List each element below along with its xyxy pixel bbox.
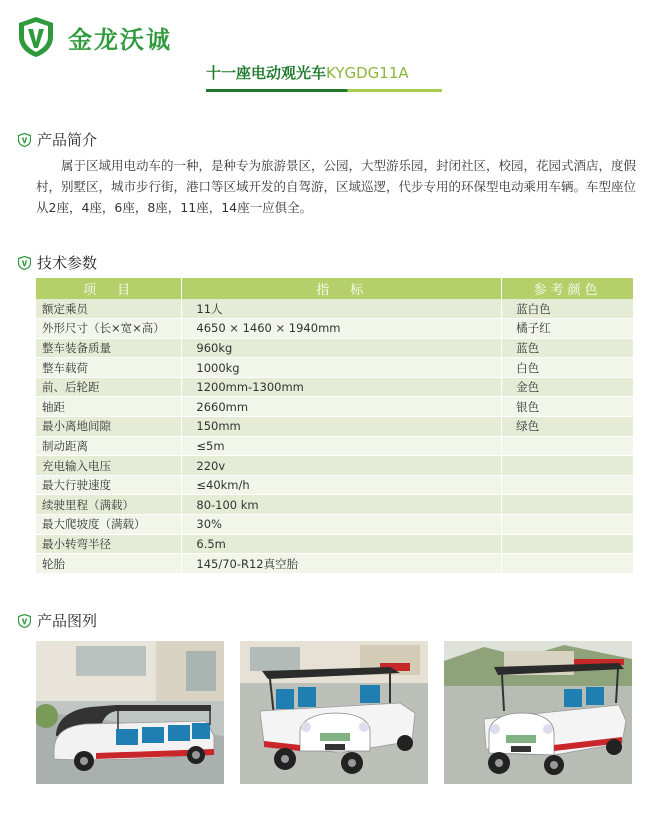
spec-color-cell xyxy=(502,456,634,476)
spec-color-cell xyxy=(502,534,634,554)
product-photo-front-right xyxy=(240,641,428,784)
spec-item-cell: 整车装备质量 xyxy=(36,338,182,358)
spec-value-cell: ≤5m xyxy=(182,436,502,456)
table-row xyxy=(36,397,634,417)
spec-item-cell: 制动距离 xyxy=(36,436,182,456)
title-model: KYGDG11A xyxy=(326,64,409,82)
spec-heading-label: 技术参数 xyxy=(37,254,98,272)
spec-item-cell: 续驶里程（满载） xyxy=(36,495,182,515)
shield-bullet-icon xyxy=(18,256,31,270)
spec-value-cell: 11人 xyxy=(182,299,502,319)
spec-value-cell: 960kg xyxy=(182,338,502,358)
table-row xyxy=(36,377,634,397)
spec-color-cell: 蓝色 xyxy=(502,338,634,358)
spec-color-cell: 橘子红 xyxy=(502,319,634,339)
table-row xyxy=(36,534,634,554)
table-row xyxy=(36,338,634,358)
title-underline xyxy=(206,89,442,92)
spec-value-cell: 4650 × 1460 × 1940mm xyxy=(182,319,502,339)
header-color: 参考颜色 xyxy=(502,278,634,299)
spec-color-cell: 金色 xyxy=(502,377,634,397)
table-row xyxy=(36,495,634,515)
photo-heading-label: 产品图列 xyxy=(37,612,98,630)
product-photo-left-side xyxy=(36,641,224,784)
table-row xyxy=(36,319,634,339)
spec-item-cell: 额定乘员 xyxy=(36,299,182,319)
spec-table xyxy=(36,278,634,574)
spec-value-cell: 150mm xyxy=(182,417,502,437)
table-row xyxy=(36,358,634,378)
page-title xyxy=(206,62,442,84)
spec-item-cell: 最小转弯半径 xyxy=(36,534,182,554)
spec-color-cell xyxy=(502,495,634,515)
spec-item-cell: 最大行驶速度 xyxy=(36,475,182,495)
spec-color-cell: 蓝白色 xyxy=(502,299,634,319)
spec-value-cell: 145/70-R12真空胎 xyxy=(182,554,502,574)
spec-color-cell: 银色 xyxy=(502,397,634,417)
spec-value-cell: 30% xyxy=(182,515,502,535)
spec-value-cell: 1200mm-1300mm xyxy=(182,377,502,397)
brand-name: 金龙沃诚 xyxy=(68,25,172,54)
spec-color-cell: 绿色 xyxy=(502,417,634,437)
table-row xyxy=(36,475,634,495)
spec-color-cell xyxy=(502,475,634,495)
spec-item-cell: 外形尺寸（长×宽×高） xyxy=(36,319,182,339)
photo-gallery xyxy=(36,641,632,784)
spec-item-cell: 充电输入电压 xyxy=(36,456,182,476)
intro-heading-label: 产品简介 xyxy=(37,131,98,149)
spec-value-cell: 6.5m xyxy=(182,534,502,554)
spec-table-header xyxy=(36,278,634,299)
shield-bullet-icon xyxy=(18,614,31,628)
brand-logo xyxy=(16,15,172,59)
spec-color-cell xyxy=(502,436,634,456)
table-row xyxy=(36,417,634,437)
spec-item-cell: 整车载荷 xyxy=(36,358,182,378)
intro-text: 属于区域用电动车的一种，是种专为旅游景区，公园，大型游乐园，封闭社区，校园，花园式酒店，度假村，别墅区，城市步行街，港口等区域开发的自驾游，区域巡逻，代步专用的环保型电动乘用车辆。车型座位从2座，4座，6座，8座，11座，14座一应俱全。 xyxy=(36,158,637,215)
spec-item-cell: 最小离地间隙 xyxy=(36,417,182,437)
spec-value-cell: 80-100 km xyxy=(182,495,502,515)
spec-color-cell: 白色 xyxy=(502,358,634,378)
header-item: 项 目 xyxy=(36,278,182,299)
spec-item-cell: 轮胎 xyxy=(36,554,182,574)
cart-front-left-image xyxy=(444,641,632,784)
intro-paragraph xyxy=(36,155,636,218)
spec-value-cell: ≤40km/h xyxy=(182,475,502,495)
header-value: 指 标 xyxy=(182,278,502,299)
cart-front-right-image xyxy=(240,641,428,784)
spec-color-cell xyxy=(502,554,634,574)
spec-item-cell: 轴距 xyxy=(36,397,182,417)
shield-v-logo-icon xyxy=(16,15,56,59)
spec-value-cell: 2660mm xyxy=(182,397,502,417)
spec-value-cell: 220v xyxy=(182,456,502,476)
spec-item-cell: 前、后轮距 xyxy=(36,377,182,397)
intro-section-heading xyxy=(18,129,97,150)
product-photo-front-left xyxy=(444,641,632,784)
table-row xyxy=(36,436,634,456)
table-row xyxy=(36,515,634,535)
table-row xyxy=(36,299,634,319)
spec-section-heading xyxy=(18,252,97,273)
spec-value-cell: 1000kg xyxy=(182,358,502,378)
spec-color-cell xyxy=(502,515,634,535)
table-row xyxy=(36,554,634,574)
shield-bullet-icon xyxy=(18,133,31,147)
spec-item-cell: 最大爬坡度（满载） xyxy=(36,515,182,535)
title-chinese: 十一座电动观光车 xyxy=(206,64,327,82)
table-row xyxy=(36,456,634,476)
photo-section-heading xyxy=(18,610,97,631)
cart-side-image xyxy=(36,641,224,784)
